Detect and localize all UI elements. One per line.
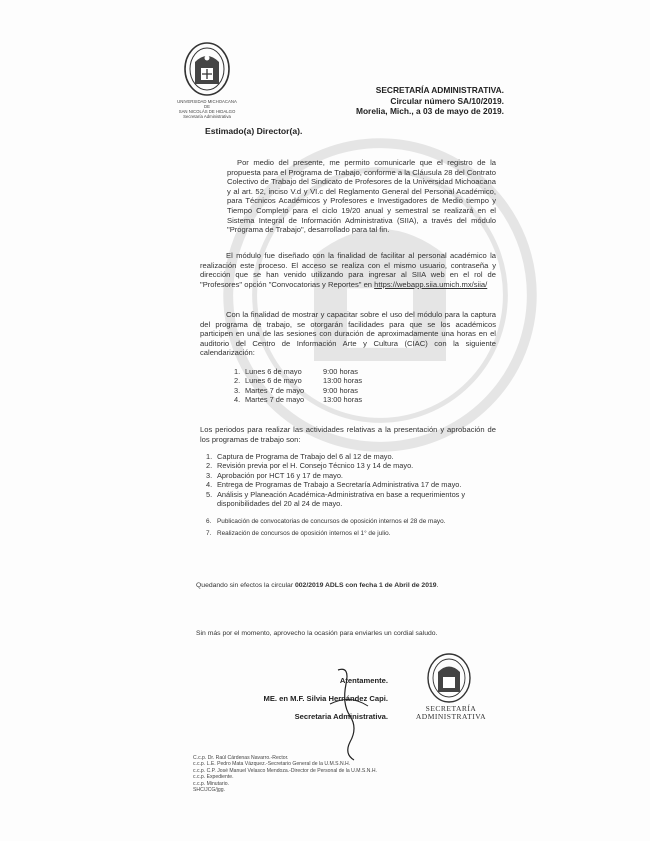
list-item: 4. Entrega de Programas de Trabajo a Secretaría Administrativa 17 de mayo.	[206, 480, 462, 490]
list-item: 3. Martes 7 de mayo 9:00 horas	[234, 385, 358, 395]
paragraph-2-text: El módulo fue diseñado con la finalidad de facilitar al personal académico la realización este proceso. El acceso se realiza con el mismo usuario, contraseña y dirección que se han venido utilizando para ingresar al SIIA web en el rol de "Profesores" opción "Convocatorias y Reportes" en	[200, 251, 496, 289]
paragraph-4: Los periodos para realizar las actividades relativas a la presentación y aprobación de los programas de trabajo son:	[200, 425, 496, 444]
signatory-position: Secretaria Administrativa.	[294, 712, 388, 721]
handwritten-signature-icon	[320, 664, 380, 764]
circular-reference: 002/2019 ADLS con fecha 1 de Abril de 2019	[295, 582, 437, 589]
administrative-stamp-text: SECRETARÍA ADMINISTRATIVA	[415, 704, 487, 721]
siia-link[interactable]: https://webapp.siia.umich.mx/siia/	[374, 279, 488, 289]
office-title: SECRETARÍA ADMINISTRATIVA.	[375, 85, 504, 95]
list-item: 2. Lunes 6 de mayo 13:00 horas	[234, 376, 363, 386]
university-name-caption: UNIVERSIDAD MICHOACANA DE SAN NICOLÁS DE HIDALGO Secretaría Administrativa	[177, 99, 237, 119]
paragraph-5: Quedando sin efectos la circular 002/2019 ADLS con fecha 1 de Abril de 2019.	[196, 582, 439, 589]
list-item: c.c.p. L.E. Pedro Mata Vázquez.-Secretario General de la U.M.S.N.H.	[193, 761, 351, 768]
list-item: SHC/JCG/jgg.	[193, 787, 225, 794]
list-item: 7. Realización de concursos de oposición internos el 1° de julio.	[206, 529, 391, 537]
circular-number: Circular número SA/10/2019.	[390, 95, 504, 106]
administrative-stamp-seal-icon	[425, 652, 473, 704]
paragraph-2	[200, 251, 496, 289]
list-item: C.c.p. Dr. Raúl Cárdenas Navarro.-Rector.	[193, 755, 289, 761]
list-item: c.c.p. Expediente.	[193, 774, 234, 781]
list-item: 1. Lunes 6 de mayo 9:00 horas	[234, 367, 358, 376]
signatory-name: ME. en M.F. Silvia Hernández Capi.	[263, 694, 388, 703]
closing: Atentamente.	[339, 676, 388, 685]
carbon-copy-list	[193, 755, 377, 793]
periods-list	[206, 452, 496, 508]
periods-list-cont	[206, 518, 468, 538]
list-item: 3. Aprobación por HCT 16 y 17 de mayo.	[206, 470, 343, 480]
list-item: c.c.p. C.P. José Manuel Velasco Mendoza.-Director de Personal de la U.M.S.N.H.	[193, 767, 377, 774]
paragraph-3: Con la finalidad de mostrar y capacitar sobre el uso del módulo para la captura del programa de trabajo, se otorgarán facilidades para que se los académicos participen en una de las sesiones con duración de aproximadamente una horas en el auditorio del Centro de Información Arte y Cultura (CIAC) con la siguiente calendarización:	[200, 310, 496, 358]
place-date: Morelia, Mich., a 03 de mayo de 2019.	[355, 106, 504, 116]
list-item: 2. Revisión previa por el H. Consejo Técnico 13 y 14 de mayo.	[206, 461, 414, 471]
list-item: c.c.p. Minutario.	[193, 780, 229, 787]
list-item: 1. Captura de Programa de Trabajo del 6 al 12 de mayo.	[206, 452, 394, 461]
university-seal-icon	[182, 40, 232, 98]
paragraph-6: Sin más por el momento, aprovecho la ocasión para enviarles un cordial saludo.	[196, 630, 438, 637]
list-item: 6. Publicación de convocatorias de concursos de oposición internos el 28 de mayo.	[206, 518, 446, 525]
salutation: Estimado(a) Director(a).	[205, 126, 303, 136]
list-item: 5. Análisis y Planeación Académica-Administrativa en base a requerimientos y disponibilidades del 20 al 24 de mayo.	[206, 489, 466, 509]
letter-header	[356, 85, 504, 117]
list-item: 4. Martes 7 de mayo 13:00 horas	[234, 395, 363, 405]
paragraph-1: Por medio del presente, me permito comunicarle que el registro de la propuesta para el Programa de Trabajo, conforme a la Cláusula 28 del Contrato Colectivo de Trabajo del Sindicato de Profesores de la Universidad Michoacana y al art. 52, inciso V.d y VI.c del Reglamento General del Personal Académico, para Técnicos Académicos y Profesores e Investigadores de Medio tiempo y Tiempo Completo para el ciclo 19/20 anual y semestral se realizará en el Sistema Integral de Información Administrativa (SIIA), a través del módulo "Programa de Trabajo", desarrollado para tal fin.	[227, 158, 496, 235]
sessions-list	[234, 367, 384, 405]
